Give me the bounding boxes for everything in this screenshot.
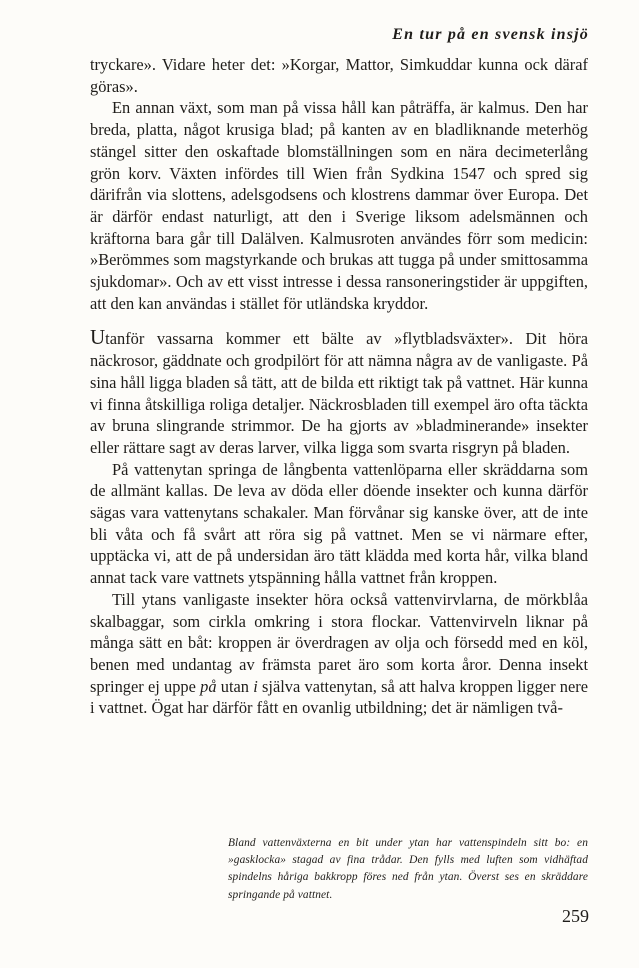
figure-caption: Bland vattenväxterna en bit under ytan har vattenspindeln sitt bo: en »gasklocka» stagad av fina trådar. Den fylls med luften som vidhäftad spindelns håriga bakkropp föres ned från ytan. Överst ses en skräddare springande på vattnet.: [228, 837, 588, 901]
page-number: 259: [562, 906, 589, 926]
paragraph-3: Utanför vassarna kommer ett bälte av »flytbladsväxter». Dit höra näckrosor, gäddnate och grodpilört för att nämna några av de vanligaste. På sina håll ligga bladen så tätt, att de bilda ett riktigt tak på vattnet. Här kunna vi finna åtskilliga roliga detaljer. Näckrosbladen till exempel äro ofta täckta av bruna slingrande strimmor. De ha gjorts av »bladminerande» insekter eller rättare sagt av deras larver, vilka ligga som svarta risgryn på bladen.: [90, 325, 588, 457]
paragraph-5: [90, 589, 588, 719]
paragraph-5-text-a: Till ytans vanligaste insekter höra också vattenvirvlarna, de mörkblåa skalbaggar, som cirkla omkring i stora flockar. Vattenvirveln liknar på många sätt en båt: kroppen är överdragen av olja och försedd med en köl, benen med undantag av främsta paret äro som korta åror. Denna insekt springer ej uppe: [90, 589, 588, 696]
running-title: En tur på en svensk insjö: [392, 26, 589, 43]
paragraph-5-text-c: själva vattenytan, så att halva kroppen ligger nere i vattnet. Ögat har därför fått en ovanlig utbildning; det är nämligen två-: [90, 676, 588, 718]
italic-word-i: i: [253, 676, 258, 696]
italic-word-pa: på: [200, 676, 217, 696]
paragraph-1: tryckare». Vidare heter det: »Korgar, Mattor, Simkuddar kunna ock däraf göras».: [90, 55, 588, 96]
paragraph-2: En annan växt, som man på vissa håll kan påträffa, är kalmus. Den har breda, platta, något krusiga blad; på kanten av en bladliknande meterhög stängel sitter den oskaftade blomställningen som en nära decimeterlång grön korv. Växten infördes till Wien från Sydkina 1547 och spred sig därifrån via slottens, adelsgodsens och klostrens dammar över Europa. Det är därför endast naturligt, att den i Sverige liksom adelsmännen och kräftorna bara går till Dalälven. Kalmusroten användes förr som medicin: »Berömmes som magstyrkande och brukas att tugga på under smittosamma sjukdomar». Och av ett visst intresse i dessa ransoneringstider är uppgiften, att den kan användas i stället för utländska kryddor.: [90, 98, 588, 313]
paragraph-5-text-b: utan: [216, 676, 254, 696]
body-text: [90, 54, 588, 719]
paragraph-4: På vattenytan springa de långbenta vattenlöparna eller skräddarna som de allmänt kallas. De leva av döda eller döende insekter och kunna därför sägas vara vattenytans schakaler. Man förvånar sig kanske över, att de inte bli våta och få svårt att röra sig på vattnet. Men se vi närmare efter, upptäcka vi, att de på undersidan äro tätt klädda med korta hår, vilka bland annat tack vare vattnets ytspänning hålla vattnet från kroppen.: [90, 459, 588, 588]
